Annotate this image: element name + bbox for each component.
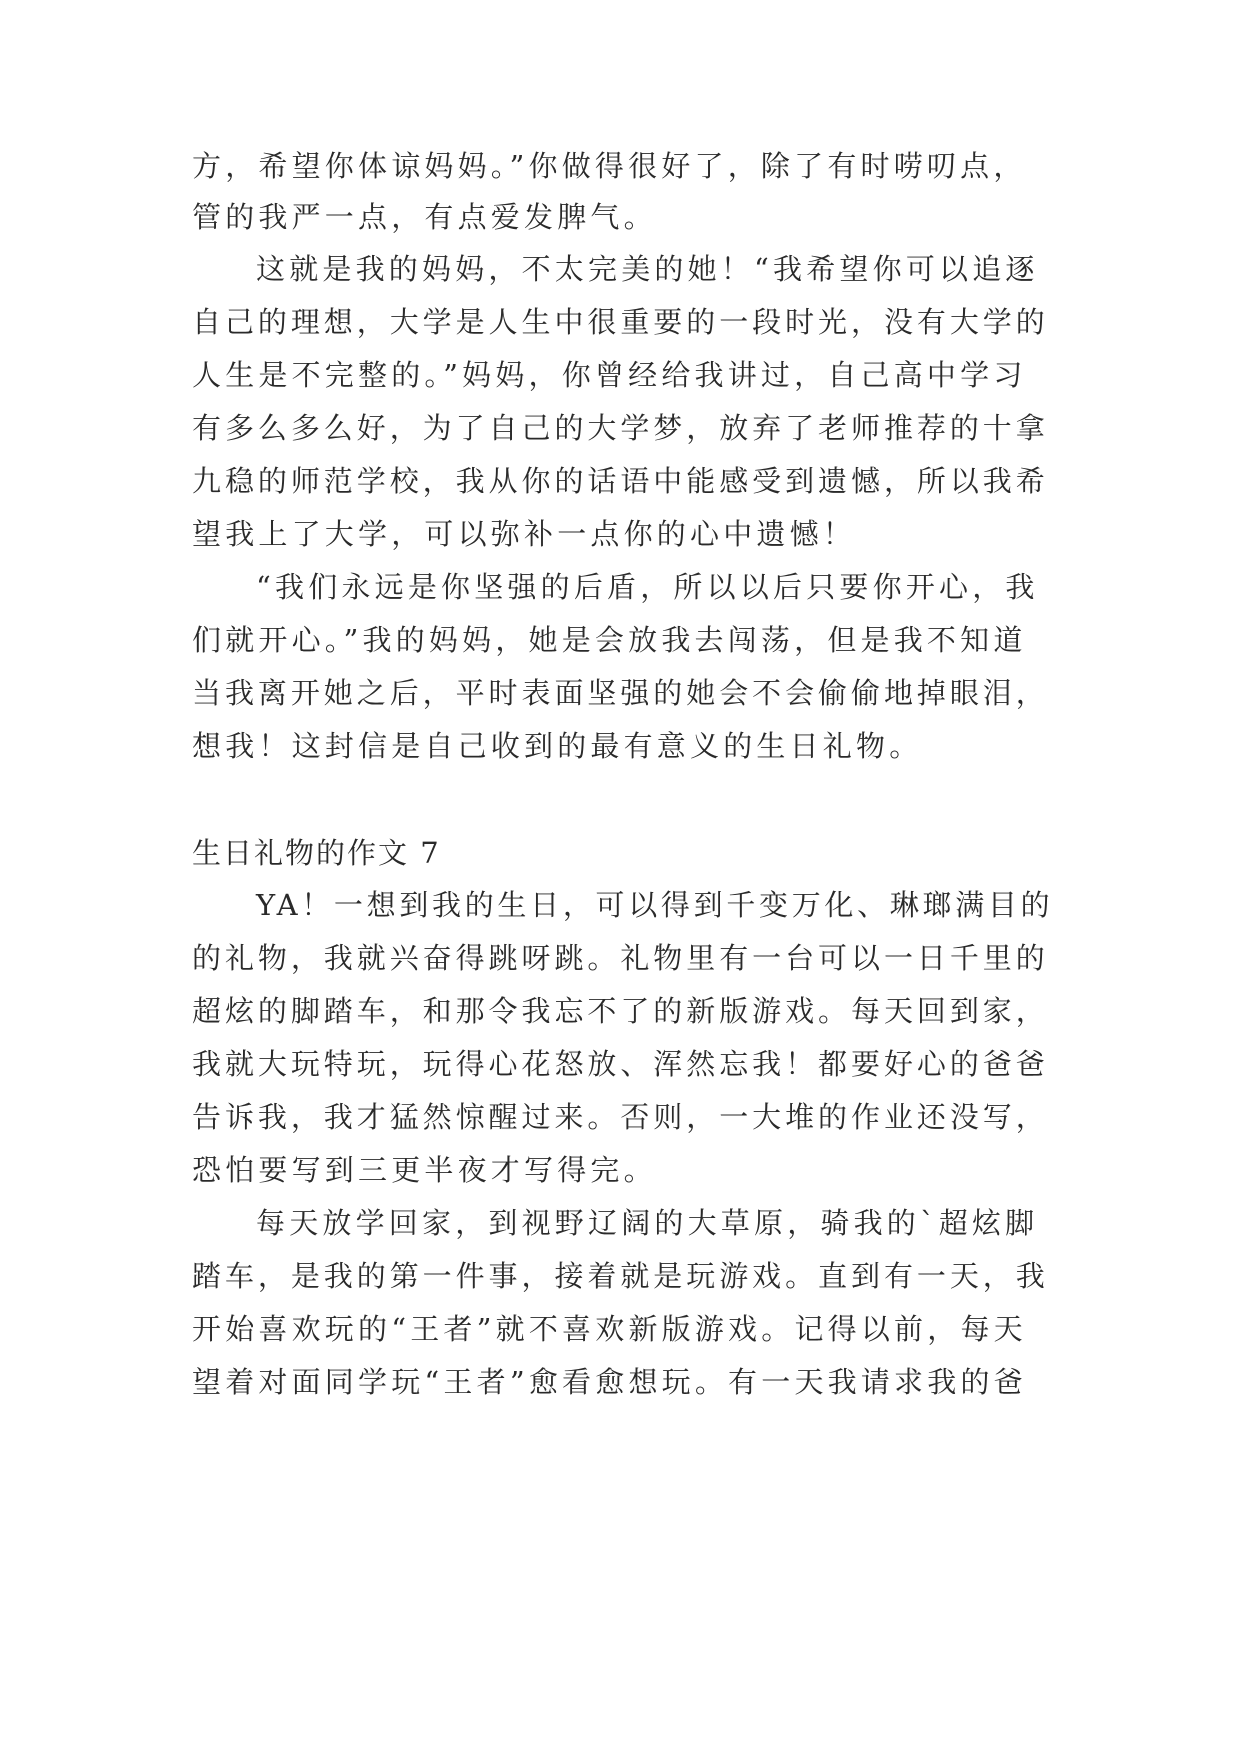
paragraph-5-line-2: 踏车，是我的第一件事，接着就是玩游戏。直到有一天，我	[192, 1259, 1049, 1293]
paragraph-3-line-4: 想我！这封信是自己收到的最有意义的生日礼物。	[192, 729, 923, 763]
paragraph-4-line-3: 超炫的脚踏车，和那令我忘不了的新版游戏。每天回到家，	[192, 994, 1049, 1028]
paragraph-4-line-4: 我就大玩特玩，玩得心花怒放、浑然忘我！都要好心的爸爸	[192, 1047, 1049, 1081]
paragraph-2-line-1: 这就是我的妈妈，不太完美的她！“我希望你可以追逐	[256, 252, 1039, 286]
paragraph-2-line-5: 九稳的师范学校，我从你的话语中能感受到遗憾，所以我希	[192, 464, 1049, 498]
paragraph-3-line-3: 当我离开她之后，平时表面坚强的她会不会偷偷地掉眼泪，	[192, 676, 1049, 710]
paragraph-5-line-3: 开始喜欢玩的“王者”就不喜欢新版游戏。记得以前，每天	[192, 1312, 1027, 1346]
paragraph-2-line-4: 有多么多么好，为了自己的大学梦，放弃了老师推荐的十拿	[192, 411, 1049, 445]
section-heading: 生日礼物的作文 7	[192, 836, 441, 870]
paragraph-5-line-1: 每天放学回家，到视野辽阔的大草原，骑我的`超炫脚	[256, 1206, 1039, 1240]
paragraph-5-line-4: 望着对面同学玩“王者”愈看愈想玩。有一天我请求我的爸	[192, 1365, 1027, 1399]
paragraph-4-line-2: 的礼物，我就兴奋得跳呀跳。礼物里有一台可以一日千里的	[192, 941, 1049, 975]
paragraph-1-line-2: 管的我严一点，有点爱发脾气。	[192, 200, 657, 234]
paragraph-2-line-3: 人生是不完整的。”妈妈，你曾经给我讲过，自己高中学习	[192, 358, 1027, 392]
paragraph-2-line-2: 自己的理想，大学是人生中很重要的一段时光，没有大学的	[192, 305, 1049, 339]
paragraph-4-line-6: 恐怕要写到三更半夜才写得完。	[192, 1153, 657, 1187]
paragraph-4-line-1: YA！一想到我的生日，可以得到千变万化、琳瑯满目的	[256, 888, 1054, 922]
paragraph-3-line-1: “我们永远是你坚强的后盾，所以以后只要你开心，我	[256, 570, 1039, 604]
paragraph-1-line-1: 方，希望你体谅妈妈。”你做得很好了，除了有时唠叨点，	[192, 149, 1027, 183]
paragraph-4-line-5: 告诉我，我才猛然惊醒过来。否则，一大堆的作业还没写，	[192, 1100, 1049, 1134]
paragraph-2-line-6: 望我上了大学，可以弥补一点你的心中遗憾！	[192, 517, 857, 551]
paragraph-3-line-2: 们就开心。”我的妈妈，她是会放我去闯荡，但是我不知道	[192, 623, 1027, 657]
